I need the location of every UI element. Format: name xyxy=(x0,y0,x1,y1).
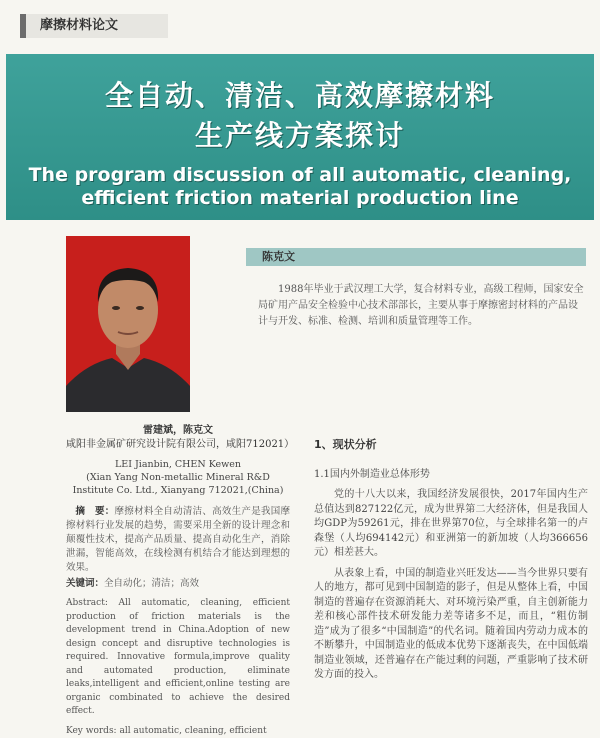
abstract-en: Abstract: All automatic, cleaning, efficient production of friction materials is the development trend in China.Adoption of new design concept and disruptive technologies is required. Innovative formula,improve quality and automated production, eliminate leaks,intelligent and efficient,online testing are organic combinated to achieve the desired effect. xyxy=(66,598,290,716)
body-paragraph-2: 从表象上看，中国的制造业兴旺发达——当今世界只要有人的地方，都可见到中国制造的影子，但是从整体上看，中国制造的普遍存在资源消耗大、对环境污染严重，自主创新能力差和核心部件技术研发能力差等诸多不足，而且，“粗仿制造”成为了很多“中国制造”的代名词。随着国内劳动力成本的不断攀升，中国制造业的低成本优势下逐渐丧失，在中国低端制造业领域，还普遍存在产能过剩的问题，严重影响了技术研发方面的投入。 xyxy=(314,567,588,680)
section-tag: 摩擦材料论文 xyxy=(20,14,168,38)
abstract-zh-text: 摩擦材料全自动清洁、高效生产是我国摩擦材料行业发展的趋势，需要采用全新的设计理念和颠覆性技术，提高产品质量、提高自动化生产，消除泄漏，智能高效，在线检测有机结合才能达到理想的效果。 xyxy=(66,506,290,573)
title-zh-line1: 全自动、清洁、高效摩擦材料 xyxy=(104,79,495,112)
author-name: 陈克文 xyxy=(262,250,295,263)
keywords-zh-text: 全自动化；清洁；高效 xyxy=(104,578,200,589)
authors-zh: 雷建斌，陈克文 xyxy=(143,425,213,436)
title-en-line2: efficient friction material production line xyxy=(81,187,519,209)
title-banner xyxy=(6,54,594,220)
right-column xyxy=(314,438,588,683)
body-paragraph-1: 党的十八大以来，我国经济发展很快，2017年国内生产总值达到827122亿元，成为世界第二大经济体，但是我国人均GDP为59261元，排在世界第70位，与全球排名第一的卢森堡（人均694142元）和亚洲第一的新加坡（人均366656元）相差甚大。 xyxy=(314,489,588,558)
abstract-zh-label: 摘 要： xyxy=(75,506,115,517)
author-photo xyxy=(66,236,190,412)
authors-en: LEI Jianbin, CHEN Kewen xyxy=(114,459,242,470)
affiliation-en: (Xian Yang Non-metallic Mineral R&D Institute Co. Ltd., Xianyang 712021,(China) xyxy=(72,472,284,496)
affiliation-zh: 咸阳非金属矿研究设计院有限公司，咸阳712021） xyxy=(66,439,295,450)
abstract-zh xyxy=(66,505,290,575)
title-zh-line2: 生产线方案探讨 xyxy=(194,119,405,152)
left-column xyxy=(66,424,295,738)
subsection-heading: 1.1国内外制造业总体形势 xyxy=(314,469,430,480)
author-bio: 1988年毕业于武汉理工大学，复合材料专业，高级工程师，国家安全局矿用产品安全检验中心技术部部长，主要从事于摩擦密封材料的产品设计与开发、标准、检测、培训和质量管理等工作。 xyxy=(258,284,584,327)
section-heading: 1、现状分析 xyxy=(314,438,377,451)
author-name-bar xyxy=(246,248,586,266)
keywords-zh-label: 关键词： xyxy=(66,578,105,589)
title-en-line1: The program discussion of all automatic, cleaning, xyxy=(28,164,572,186)
keywords-en: Key words: all automatic, cleaning, efficient xyxy=(66,725,267,736)
keywords-zh xyxy=(66,577,290,591)
